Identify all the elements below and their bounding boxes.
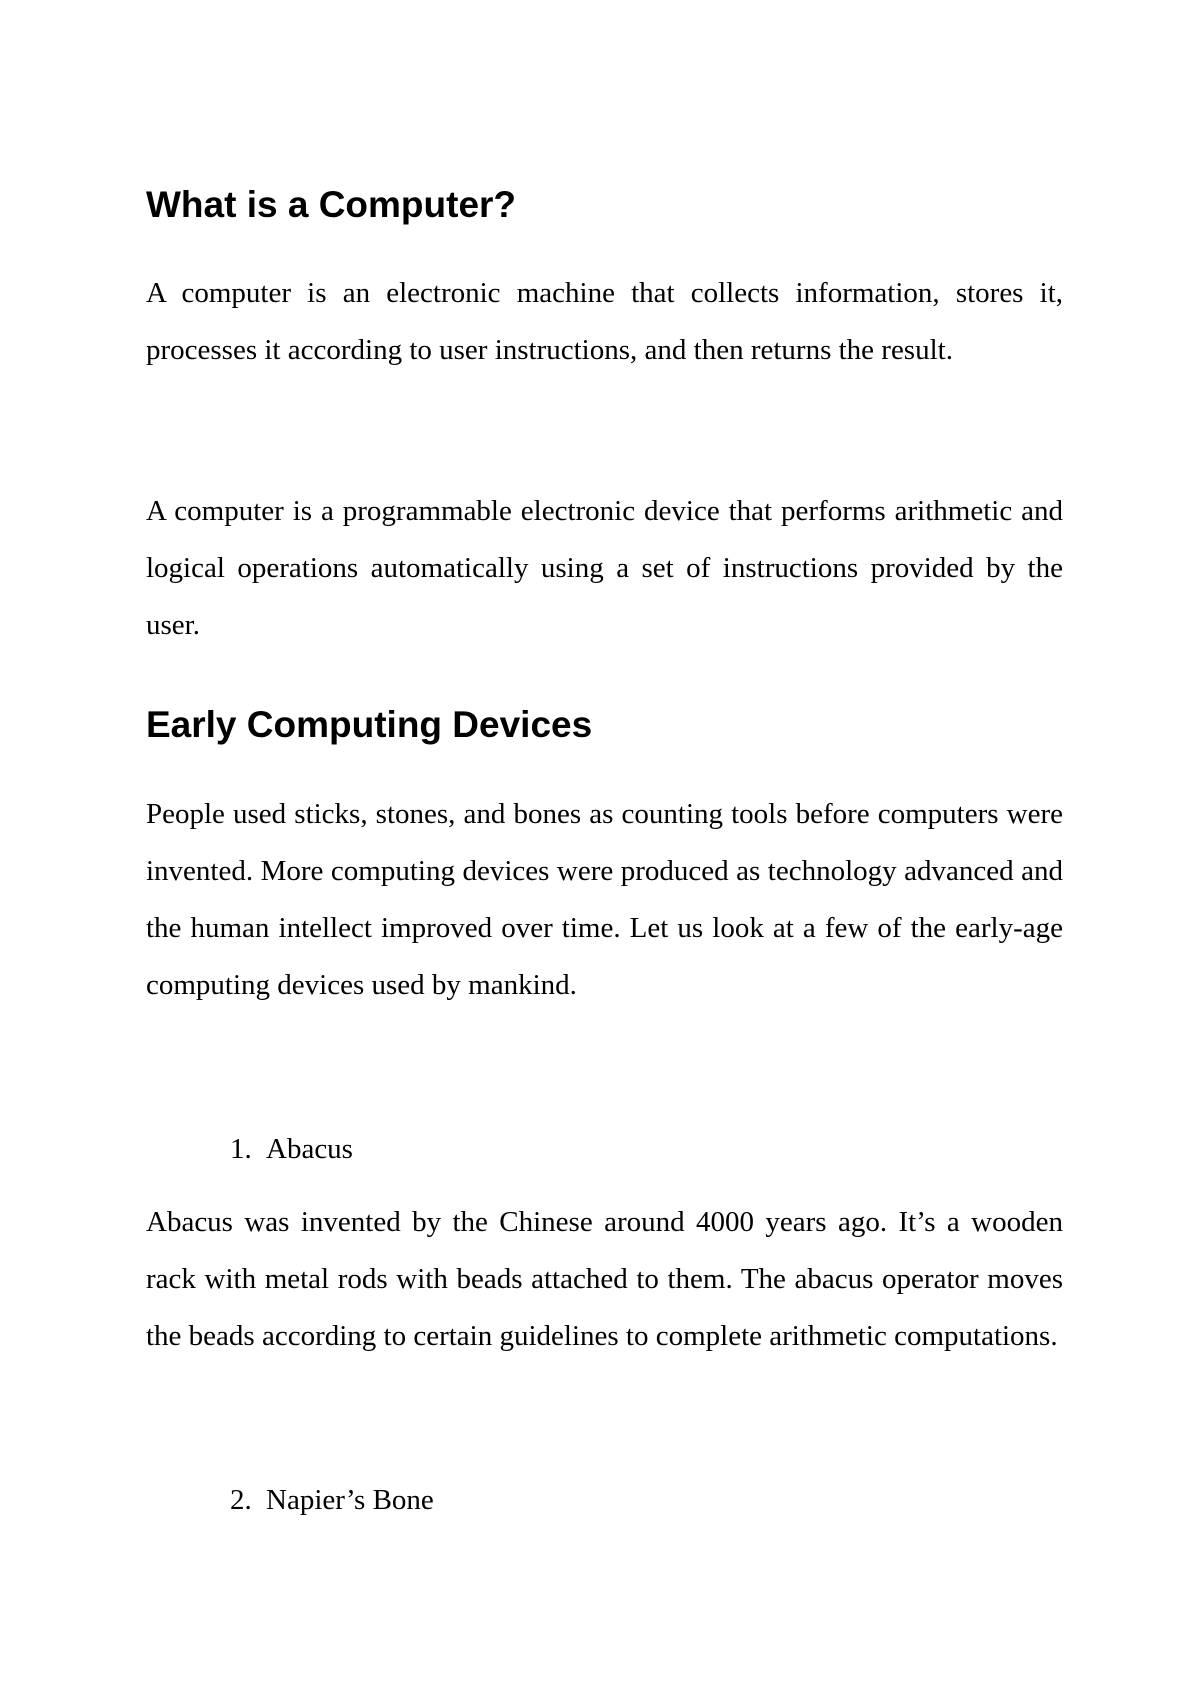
list-item-napiers-bone bbox=[230, 1472, 434, 1529]
paragraph-abacus-description: Abacus was invented by the Chinese around 4000 years ago. It’s a wooden rack with metal rods with beads attached to them. The abacus operator moves the beads according to certain guidelines to complete arithmetic computations. bbox=[146, 1206, 1063, 1352]
list-item-title: Napier’s Bone bbox=[266, 1484, 434, 1516]
list-number: 1. bbox=[230, 1133, 252, 1165]
heading-early-computing-devices: Early Computing Devices bbox=[146, 704, 593, 745]
list-item-abacus bbox=[230, 1121, 353, 1178]
list-number: 2. bbox=[230, 1484, 252, 1516]
heading-what-is-a-computer: What is a Computer? bbox=[146, 184, 517, 225]
paragraph-computer-definition-1: A computer is an electronic machine that collects information, stores it, processes it according to user instructions, and then returns the result. bbox=[146, 277, 1063, 366]
paragraph-computer-definition-2: A computer is a programmable electronic device that performs arithmetic and logical operations automatically using a set of instructions provided by the user. bbox=[146, 495, 1063, 641]
paragraph-early-devices-intro: People used sticks, stones, and bones as counting tools before computers were invented. More computing devices were produced as technology advanced and the human intellect improved over time. Let us look at a few of the early-age computing devices used by mankind. bbox=[146, 798, 1063, 1001]
list-item-title: Abacus bbox=[266, 1133, 353, 1165]
